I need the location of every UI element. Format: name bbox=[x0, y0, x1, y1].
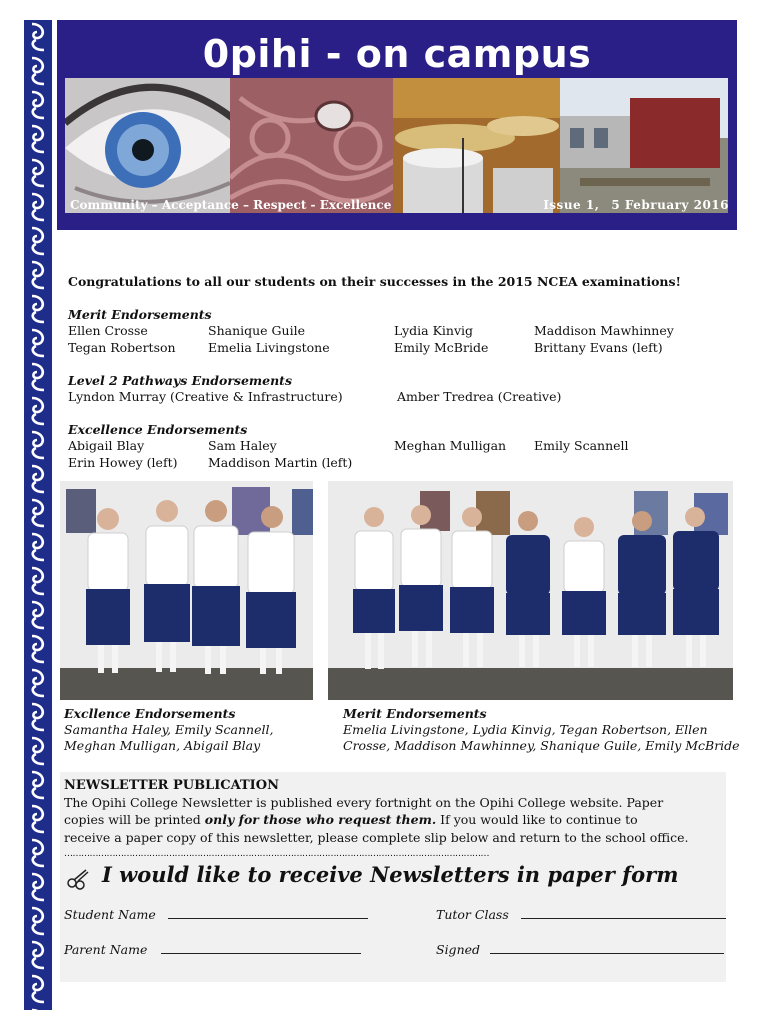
merit-heading: Merit Endorsements bbox=[68, 307, 212, 322]
merit-name: Emelia Livingstone bbox=[208, 340, 330, 355]
merit-name: Lydia Kinvig bbox=[394, 323, 474, 338]
caption-line: Samantha Haley, Emily Scannell, bbox=[64, 722, 274, 737]
parent-name-label: Parent Name bbox=[64, 942, 148, 957]
excellence-name: Meghan Mulligan bbox=[394, 438, 507, 453]
tutor-class-field[interactable] bbox=[436, 906, 726, 923]
excellence-name: Maddison Martin (left) bbox=[208, 455, 353, 470]
tutor-class-label: Tutor Class bbox=[436, 907, 509, 922]
caption-heading: Merit Endorsements bbox=[343, 706, 487, 721]
newsletter-text bbox=[64, 811, 638, 828]
koru-border-pattern bbox=[24, 20, 52, 1010]
slip-title: I would like to receive Newsletters in paper form bbox=[102, 862, 679, 887]
newsletter-heading: NEWSLETTER PUBLICATION bbox=[64, 778, 279, 793]
excellence-name: Emily Scannell bbox=[534, 438, 629, 453]
issue-date: 5 February 2016 bbox=[611, 198, 729, 212]
newsletter-text: The Opihi College Newsletter is published every fortnight on the Opihi College website. Paper bbox=[64, 795, 664, 810]
masthead bbox=[57, 20, 737, 230]
merit-name: Emily McBride bbox=[394, 340, 489, 355]
newsletter-emphasis: only for those who request them. bbox=[204, 812, 437, 827]
signed-line[interactable] bbox=[490, 941, 724, 954]
merit-name: Maddison Mawhinney bbox=[534, 323, 674, 338]
excellence-name: Sam Haley bbox=[208, 438, 277, 453]
issue-number: Issue 1, bbox=[543, 198, 600, 212]
merit-students-photo bbox=[328, 481, 733, 700]
parent-name-field[interactable] bbox=[64, 941, 361, 958]
parent-name-line[interactable] bbox=[161, 941, 361, 954]
tutor-class-line[interactable] bbox=[521, 906, 726, 919]
excellence-heading: Excellence Endorsements bbox=[68, 422, 248, 437]
merit-name: Brittany Evans (left) bbox=[534, 340, 663, 355]
scissors-icon bbox=[66, 868, 90, 890]
student-name-line[interactable] bbox=[168, 906, 368, 919]
newsletter-text-part: If you would like to continue to bbox=[436, 812, 638, 827]
merit-name: Ellen Crosse bbox=[68, 323, 148, 338]
newsletter-text: receive a paper copy of this newsletter, please complete slip below and return to the school office. bbox=[64, 830, 689, 845]
caption-line: Emelia Livingstone, Lydia Kinvig, Tegan Robertson, Ellen bbox=[343, 722, 708, 737]
signed-label: Signed bbox=[436, 942, 481, 957]
student-name-label: Student Name bbox=[64, 907, 156, 922]
pathways-name: Amber Tredrea (Creative) bbox=[397, 389, 562, 404]
newsletter-text-part: copies will be printed bbox=[64, 812, 205, 827]
merit-name: Shanique Guile bbox=[208, 323, 305, 338]
excellence-name: Erin Howey (left) bbox=[68, 455, 178, 470]
masthead-title: 0pihi - on campus bbox=[202, 32, 592, 76]
excellence-name: Abigail Blay bbox=[68, 438, 145, 453]
caption-merit bbox=[343, 706, 740, 754]
caption-excellence bbox=[64, 706, 273, 754]
caption-heading: Excllence Endorsements bbox=[64, 706, 236, 721]
student-name-field[interactable] bbox=[64, 906, 368, 923]
issue-info bbox=[531, 198, 729, 212]
koru-border bbox=[24, 20, 52, 1010]
masthead-motto: Community – Acceptance – Respect - Excellence bbox=[70, 198, 392, 212]
banner-carving-image bbox=[230, 78, 398, 213]
caption-line: Crosse, Maddison Mawhinney, Shanique Guile, Emily McBride bbox=[343, 738, 740, 753]
banner-drums-image bbox=[393, 78, 561, 213]
pathways-heading: Level 2 Pathways Endorsements bbox=[68, 373, 292, 388]
newsletter-box bbox=[60, 772, 726, 982]
merit-name: Tegan Robertson bbox=[68, 340, 176, 355]
banner-eye-image bbox=[65, 78, 235, 213]
caption-line: Meghan Mulligan, Abigail Blay bbox=[64, 738, 261, 753]
congrats-heading: Congratulations to all our students on their successes in the 2015 NCEA examinations! bbox=[68, 274, 682, 289]
pathways-name: Lyndon Murray (Creative & Infrastructure) bbox=[68, 389, 343, 404]
signed-field[interactable] bbox=[436, 941, 724, 958]
excellence-students-photo bbox=[60, 481, 313, 700]
cut-line: …………………………………………………………………………………………………………………………………… bbox=[64, 849, 489, 859]
banner-building-image bbox=[560, 78, 728, 213]
